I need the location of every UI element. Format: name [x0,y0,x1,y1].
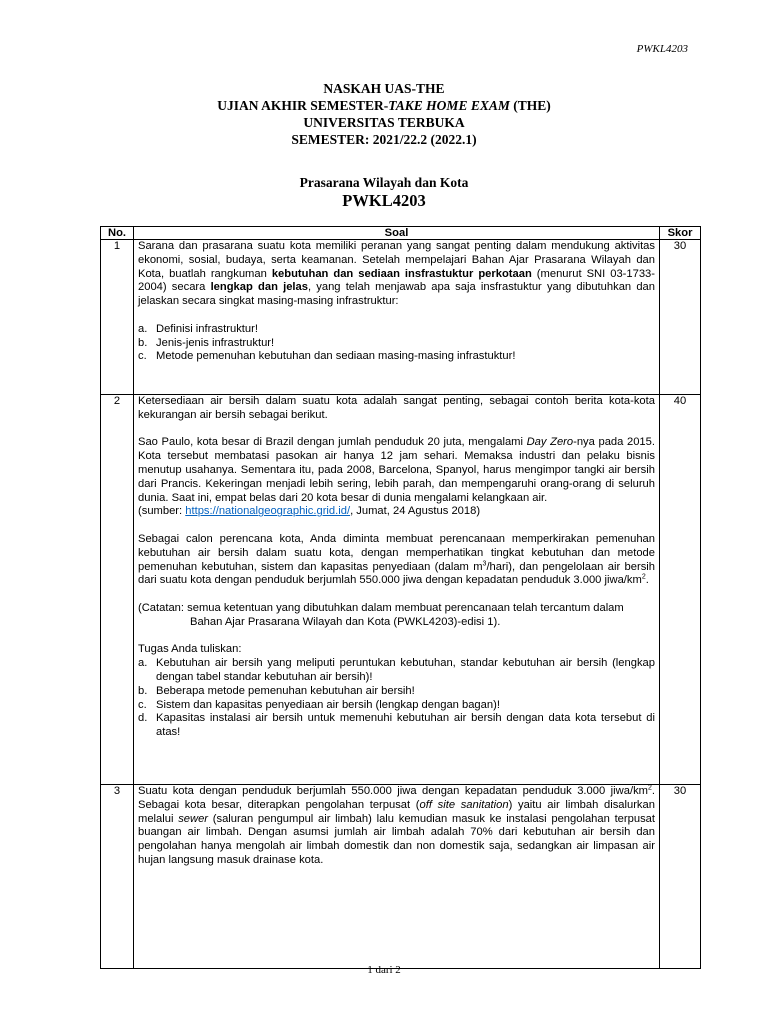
question-number: 1 [101,240,134,395]
question-number: 2 [101,395,134,785]
header-line-4: SEMESTER: 2021/22.2 (2022.1) [291,132,477,147]
question-text [134,785,660,969]
table-row [101,240,701,395]
list-item: b. Jenis-jenis infrastruktur! [138,336,275,349]
question-2-news: Sao Paulo, kota besar di Brazil dengan jumlah penduduk 20 juta, mengalami Day Zero-nya pada 2015. Kota tersebut membatasi pasokan air hanya 12 jam sehari. Memaksa industri dan pelaku bisnis menutup usahanya. Sementara itu, pada 2008, Barcelona, Spanyol, harus mengimpor tangki air bersih dari Prancis. Kekeringan menjadi lebih sering, lebih parah, dan mempengaruhi orang-orang di seluruh dunia. Saat ini, empat belas dari 20 kota besar di dunia mengalami kelangkaan air. [138,436,655,504]
exam-table [100,226,701,969]
header-line-1: NASKAH UAS-THE [323,81,445,96]
header-line-3: UNIVERSITAS TERBUKA [303,115,465,130]
list-item: d. Kapasitas instalasi air bersih untuk memenuhi kebutuhan air bersih dengan data kota tersebut di atas! [138,712,655,739]
question-2-intro: Ketersediaan air bersih dalam suatu kota adalah sangat penting, sebagai contoh berita kota-kota kekurangan air bersih sebagai berikut. [138,395,655,421]
question-score: 40 [660,395,701,785]
list-item: c. Metode pemenuhan kebutuhan dan sediaan masing-masing infrastuktur! [138,350,516,363]
table-row [101,395,701,785]
question-text [134,240,660,395]
table-header-row [101,227,701,240]
list-item: a. Kebutuhan air bersih yang meliputi peruntukan kebutuhan, standar kebutuhan air bersih (lengkap dengan tabel standar kebutuhan air bersih)! [138,657,655,683]
header-no: No. [101,227,134,240]
question-2-source: (sumber: https://nationalgeographic.grid.id/, Jumat, 24 Agustus 2018) [138,505,481,518]
header-skor: Skor [660,227,701,240]
question-2-task: Sebagai calon perencana kota, Anda diminta membuat perencanaan memperkirakan pemenuhan kebutuhan air bersih dalam suatu kota, dengan memperhatikan tingkat kebutuhan dan metode pemenuhan kebutuhan, sistem dan kapasitas penyediaan (dalam $m^3/hari$), dan pengelolaan air bersih dari suatu kota dengan penduduk berjumlah 550.000 jiwa dengan kepadatan penduduk 3.000 jiwa/$km^2$. [138,532,655,587]
exam-header [0,80,768,148]
source-link[interactable]: https://nationalgeographic.grid.id/ [185,505,351,518]
question-2-list [138,657,655,740]
question-score: 30 [660,785,701,969]
question-number: 3 [101,785,134,969]
list-item: a. Definisi infrastruktur! [138,322,258,335]
question-1-paragraph: Sarana dan prasarana suatu kota memiliki peranan yang sangat penting dalam mendukung aktivitas ekonomi, sosial, budaya, serta keamanan. Setelah mempelajari Bahan Ajar Prasarana Wilayah dan Kota, buatlah rangkuman kebutuhan dan sediaan insfrastuktur perkotaan (menurut SNI 03-1733-2004) secara lengkap dan jelas, yang telah menjawab apa saja insfrastuktur yang dibutuhkan dan jelaskan secara singkat masing-masing infrastruktur: [138,240,656,308]
question-1-list [138,323,655,364]
table-row [101,785,701,969]
question-3-paragraph: Suatu kota dengan penduduk berjumlah 550.000 jiwa dengan kepadatan penduduk 3.000 jiwa/$km^2$. Sebagai kota besar, diterapkan pengolahan terpusat (off site sanitation) yaitu air limbah disalurkan melalui sewer (saluran pengumpul air limbah) lalu kemudian masuk ke instalasi pengolahan terpusat buangan air limbah. Dengan asumsi jumlah air limbah adalah 70% dari kebutuhan air bersih dan pengolahan hanya mengolah air limbah domestik dan non domestik saja, sedangkan air limpasan air hujan langsung masuk drainase kota. [138,784,655,866]
question-score: 30 [660,240,701,395]
list-item: b. Beberapa metode pemenuhan kebutuhan air bersih! [138,684,415,697]
course-code: PWKL4203 [342,191,426,210]
question-2-note: (Catatan: semua ketentuan yang dibutuhkan dalam membuat perencanaan telah tercantum dalam Bahan Ajar Prasarana Wilayah dan Kota (PWKL4203)-edisi 1). [138,601,624,628]
question-2-tasks-title: Tugas Anda tuliskan: [138,643,242,656]
header-line-2: UJIAN AKHIR SEMESTER-TAKE HOME EXAM (THE) [217,98,551,113]
course-name: Prasarana Wilayah dan Kota [299,175,469,190]
page-footer: 1 dari 2 [367,964,401,976]
page-course-code: PWKL4203 [636,43,688,55]
header-soal: Soal [134,227,660,240]
list-item: c. Sistem dan kapasitas penyediaan air bersih (lengkap dengan bagan)! [138,698,500,711]
question-text [134,395,660,785]
